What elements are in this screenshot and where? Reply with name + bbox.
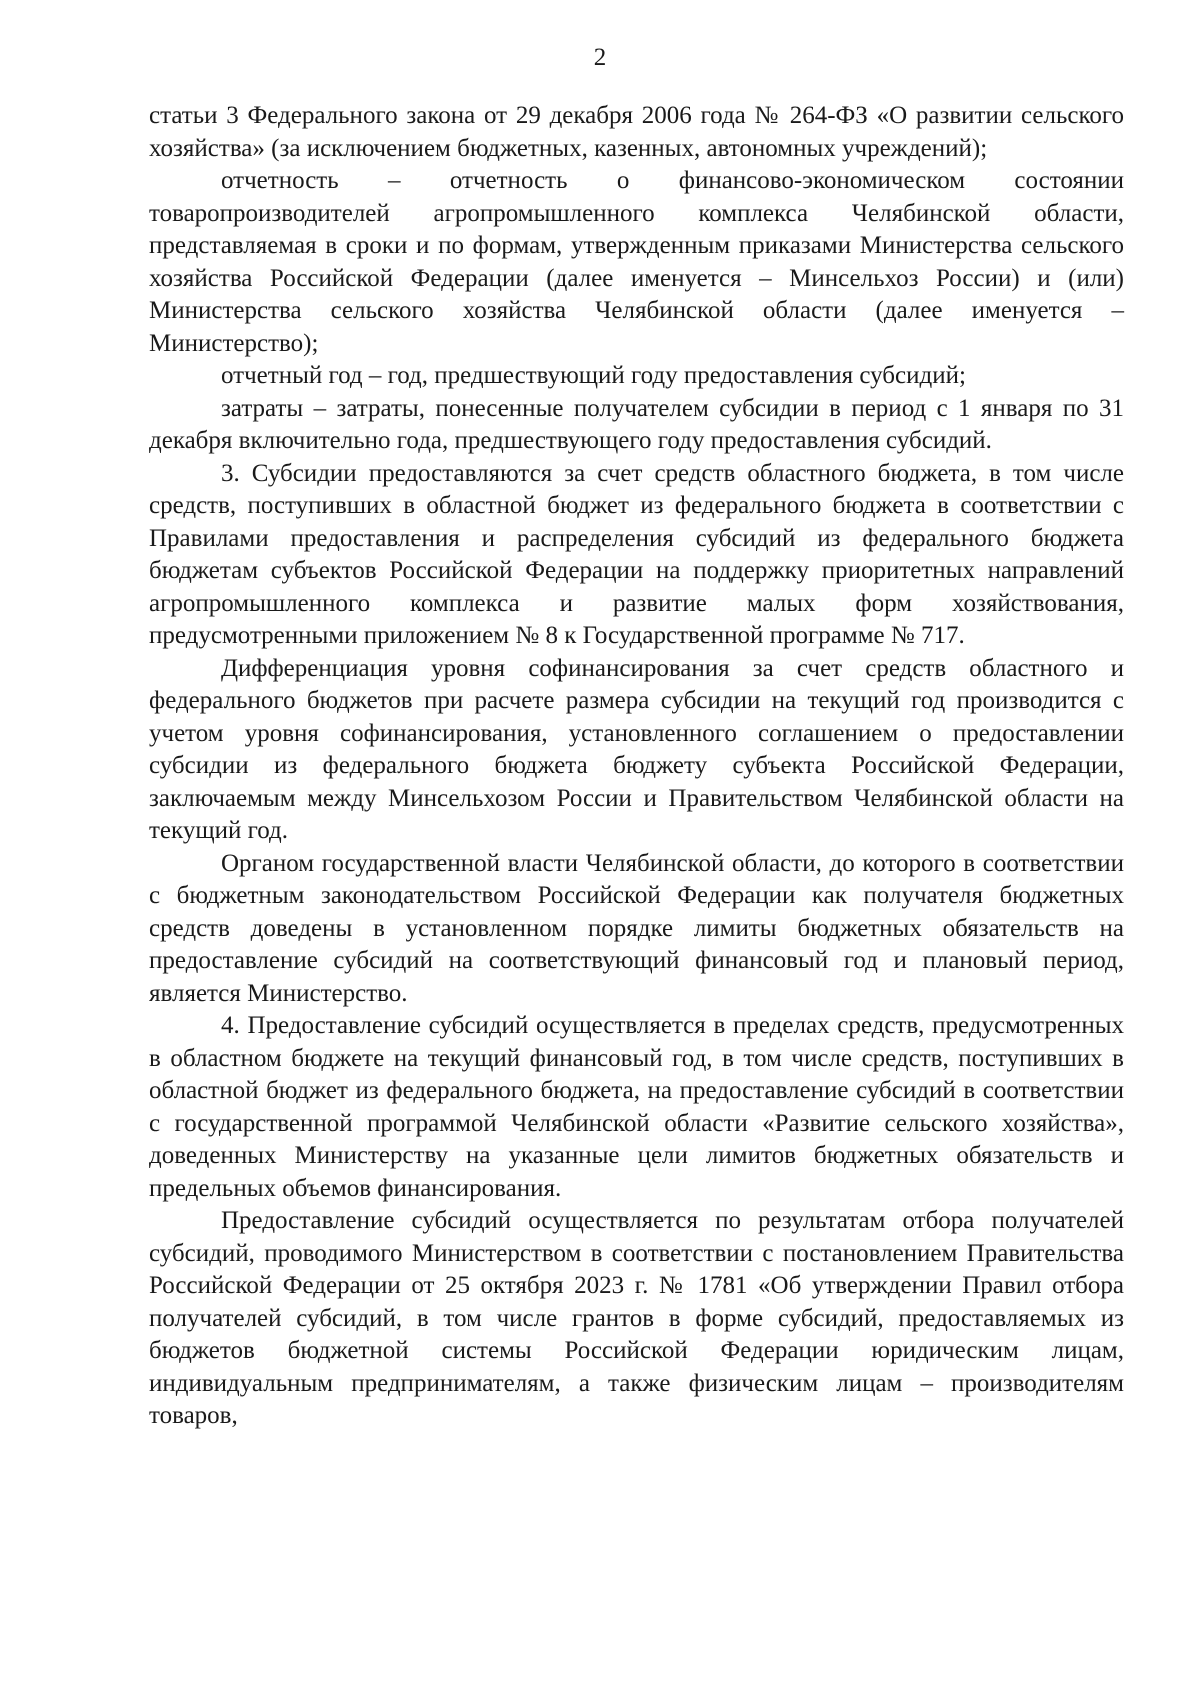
paragraph-cofinancing: Дифференциация уровня софинансирования за счет средств областного и федерального бюджетов при расчете размера субсидии на текущий год производится с учетом уровня софинансирования, установленного соглашением о предоставлении субсидии из федерального бюджета бюджету субъекта Российской Федерации, заключаемым между Минсельхозом России и Правительством Челябинской области на текущий год. [149, 654, 1124, 844]
paragraph-selection: Предоставление субсидий осуществляется по результатам отбора получателей субсидий, проводимого Министерством в соответствии с постановлением Правительства Российской Федерации от 25 октября 2023 г. № 1781 «Об утверждении Правил отбора получателей субсидий, в том числе грантов в форме субсидий, предоставляемых из бюджетов бюджетной системы Российской Федерации юридическим лицам, индивидуальным предпринимателям, а также физическим лицам – производителям товаров, [149, 1207, 1124, 1429]
paragraph-continuation: статьи 3 Федерального закона от 29 декабря 2006 года № 264-ФЗ «О развитии сельского хозяйства» (за исключением бюджетных, казенных, автономных учреждений); [149, 102, 1124, 162]
paragraph-costs-definition: затраты – затраты, понесенные получателем субсидии в период с 1 января по 31 декабря включительно года, предшествующего году предоставления субсидий. [149, 394, 1124, 454]
paragraph-reporting-year-definition: отчетный год – год, предшествующий году предоставления субсидий; [221, 362, 966, 389]
page-number: 2 [593, 44, 607, 71]
document-body [149, 100, 1124, 1433]
paragraph-clause-3: 3. Субсидии предоставляются за счет средств областного бюджета, в том числе средств, поступивших в областной бюджет из федерального бюджета в соответствии с Правилами предоставления и распределения субсидий из федерального бюджета бюджетам субъектов Российской Федерации на поддержку приоритетных направлений агропромышленного комплекса и развитие малых форм хозяйствования, предусмотренными приложением № 8 к Государственной программе № 717. [149, 459, 1124, 649]
paragraph-clause-4: 4. Предоставление субсидий осуществляется в пределах средств, предусмотренных в областном бюджете на текущий финансовый год, в том числе средств, поступивших в областной бюджет из федерального бюджета, на предоставление субсидий в соответствии с государственной программой Челябинской области «Развитие сельского хозяйства», доведенных Министерству на указанные цели лимитов бюджетных обязательств и предельных объемов финансирования. [149, 1012, 1124, 1202]
paragraph-reporting-definition: отчетность – отчетность о финансово-экономическом состоянии товаропроизводителей агропромышленного комплекса Челябинской области, представляемая в сроки и по формам, утвержденным приказами Министерства сельского хозяйства Российской Федерации (далее именуется – Минсельхоз России) и (или) Министерства сельского хозяйства Челябинской области (далее именуется – Министерство); [149, 167, 1124, 357]
paragraph-authority: Органом государственной власти Челябинской области, до которого в соответствии с бюджетным законодательством Российской Федерации как получателя бюджетных средств доведены в установленном порядке лимиты бюджетных обязательств на предоставление субсидий на соответствующий финансовый год и плановый период, является Министерство. [149, 849, 1124, 1007]
